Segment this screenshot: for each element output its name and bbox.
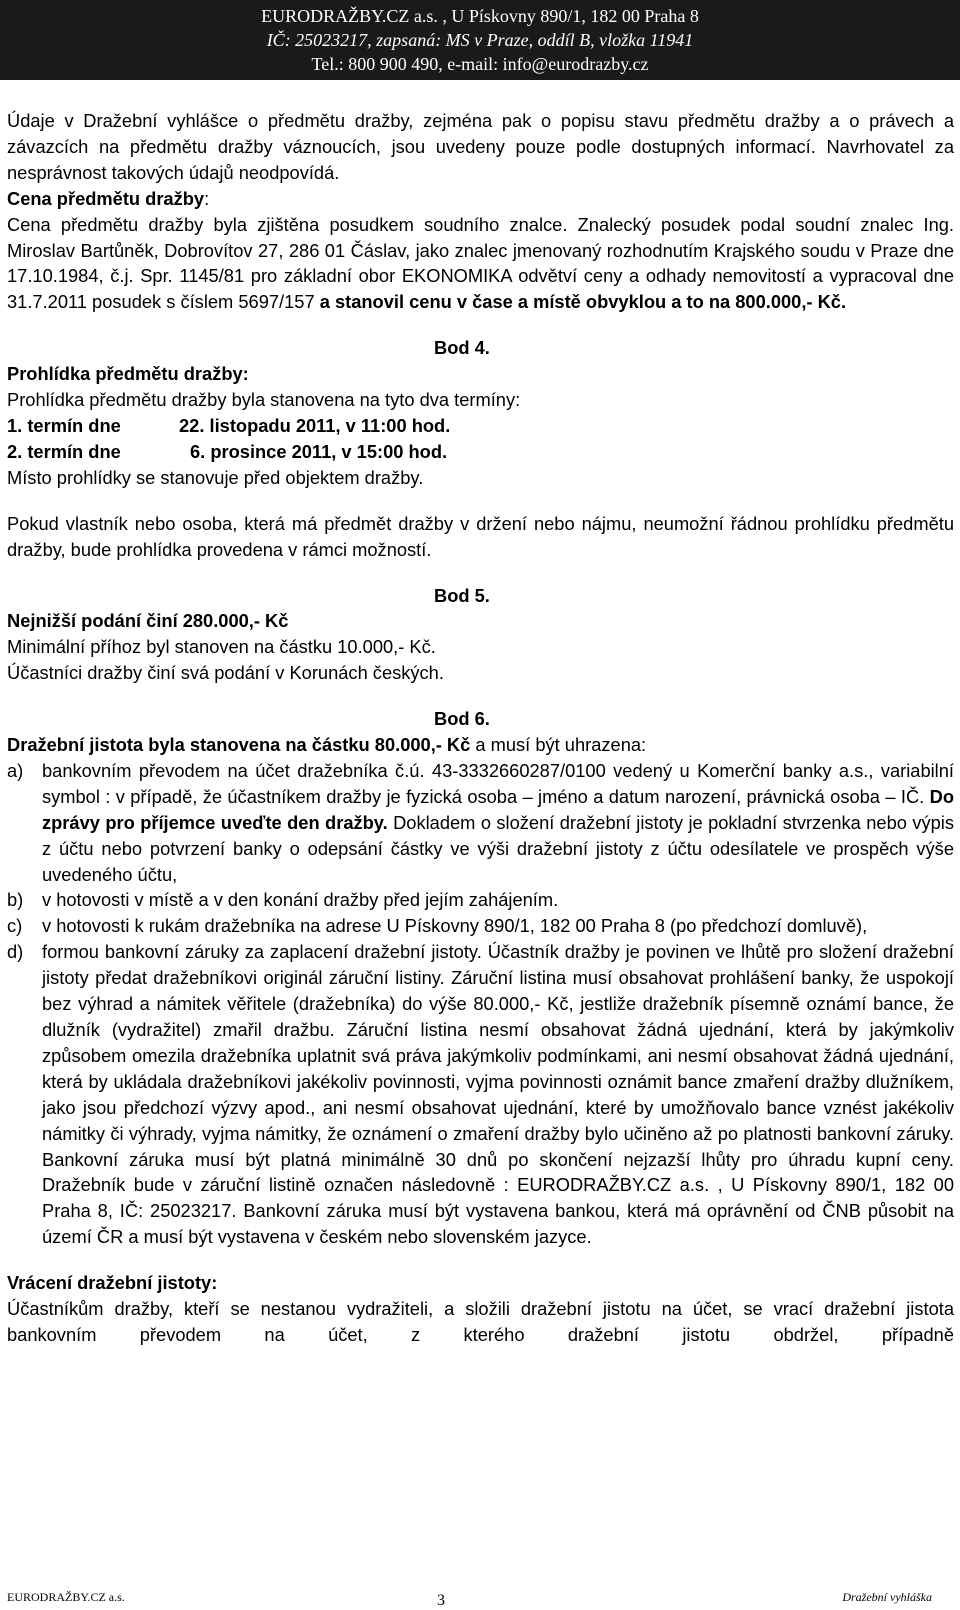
term-1 bbox=[7, 413, 954, 439]
term-2 bbox=[7, 439, 954, 465]
cena-text: Cena předmětu dražby byla zjištěna posudkem soudního znalce. Znalecký posudek podal soudní znalec Ing. Miroslav Bartůněk, Dobrovítov 27, 286 01 Čáslav, jako znalec jmenovaný rozhodnutím Krajského soudu v Praze dne 17.10.1984, č.j. Spr. 1145/81 pro základní obor EKONOMIKA odvětví ceny a odhady nemovitostí a vypracoval dne 31.7.2011 posudek s číslem 5697/157 bbox=[7, 213, 954, 313]
jistota-rest: a musí být uhrazena: bbox=[470, 734, 647, 756]
header-line-registration: IČ: 25023217, zapsaná: MS v Praze, oddíl B, vložka 11941 bbox=[266, 30, 694, 50]
list-marker-b: b) bbox=[7, 889, 24, 911]
term-2-label: 2. termín dne bbox=[7, 440, 121, 462]
list-item-c bbox=[7, 913, 954, 939]
bod6-title: Bod 6. bbox=[434, 708, 490, 730]
list-text-a-part1: bankovním převodem na účet dražebníka č.ú. 43-3332660287/0100 vedený u Komerční banky a.s., variabilní symbol : v případě, že účastníkem dražby je fyzická osoba – jméno a datum narození, právnická osoba – IČ. bbox=[42, 759, 954, 807]
cena-heading-colon: : bbox=[204, 187, 210, 209]
footer-document-title: Dražební vyhláška bbox=[842, 1590, 932, 1604]
list-item-b bbox=[7, 887, 954, 913]
list-text-c: v hotovosti k rukám dražebníka na adrese U Pískovny 890/1, 182 00 Praha 8 (po předchozí domluvě), bbox=[42, 915, 868, 937]
bod5-title: Bod 5. bbox=[434, 584, 490, 606]
term-2-value: 6. prosince 2011, v 15:00 hod. bbox=[190, 440, 448, 462]
vraceni-heading: Vrácení dražební jistoty: bbox=[7, 1272, 218, 1294]
prohlidka-place: Místo prohlídky se stanovuje před objektem dražby. bbox=[7, 466, 424, 488]
min-increment bbox=[7, 634, 954, 660]
min-increment-text: Minimální příhoz byl stanoven na částku bbox=[7, 636, 338, 658]
jistota-line bbox=[7, 732, 954, 758]
prohlidka-heading: Prohlídka předmětu dražby: bbox=[7, 363, 249, 385]
term-1-label: 1. termín dne bbox=[7, 414, 121, 436]
list-text-b: v hotovosti v místě a v den konání dražby před jejím zahájením. bbox=[42, 889, 559, 911]
cena-paragraph bbox=[7, 212, 954, 316]
prohlidka-note: Pokud vlastník nebo osoba, která má předmět dražby v držení nebo nájmu, neumožní řádnou prohlídku předmětu dražby, bude prohlídka provedena v rámci možností. bbox=[7, 512, 954, 560]
list-text-a-bold: Do zprávy pro příjemce uveďte den dražby. bbox=[42, 785, 954, 833]
list-marker-c: c) bbox=[7, 915, 23, 937]
list-item-a bbox=[7, 758, 954, 888]
page-footer bbox=[7, 1590, 954, 1609]
prohlidka-text: Prohlídka předmětu dražby byla stanovena na tyto dva termíny: bbox=[7, 389, 521, 411]
list-marker-d: d) bbox=[7, 941, 24, 963]
list-text-a-part2: Dokladem o složení dražební jistoty je pokladní stvrzenka nebo výpis z účtu nebo potvrzení banky o odepsání částky ve výši dražební jistoty z účtu odesílatele ve prospěch výše uvedeného účtu, bbox=[42, 811, 954, 885]
list-item-d bbox=[7, 939, 954, 1250]
header-line-contact: Tel.: 800 900 490, e-mail: info@eurodrazby.cz bbox=[311, 54, 649, 74]
min-increment-value: 10.000,- Kč. bbox=[337, 636, 436, 658]
page-header bbox=[0, 0, 960, 80]
cena-heading bbox=[7, 186, 954, 212]
document-body bbox=[7, 108, 954, 1348]
vraceni-text: Účastníkům dražby, kteří se nestanou vydražiteli, a složili dražební jistotu na účet, se vrací dražební jistota bankovním převodem na účet, z kterého dražební jistotu obdržel, případně bbox=[7, 1298, 954, 1345]
intro-paragraph: Údaje v Dražební vyhlášce o předmětu dražby, zejména pak o popisu stavu předmětu dražby a o právech a závazcích na předmětu dražby váznoucích, jsou uvedeny pouze podle dostupných informací. Navrhovatel za nesprávnost takových údajů neodpovídá. bbox=[7, 110, 954, 183]
cena-price: a stanovil cenu v čase a místě obvyklou a to na 800.000,- Kč. bbox=[319, 291, 847, 313]
list-marker-a: a) bbox=[7, 759, 24, 781]
list-text-a bbox=[42, 758, 954, 888]
header-line-company: EURODRAŽBY.CZ a.s. , U Pískovny 890/1, 182 00 Praha 8 bbox=[261, 6, 699, 26]
term-1-value: 22. listopadu 2011, v 11:00 hod. bbox=[179, 414, 451, 436]
currency-note: Účastníci dražby činí svá podání v Korunách českých. bbox=[7, 662, 444, 684]
list-text-d: formou bankovní záruky za zaplacení dražební jistoty. Účastník dražby je povinen ve lhůtě pro složení dražební jistoty předat dražebníkovi originál záruční listiny. Záruční listina musí obsahovat prohlášení banky, že uspokojí bez výhrad a námitek věřitele (dražebníka) do výše 80.000,- Kč, jestliže dražebník písemně oznámí bance, že dlužník (vydražitel) zmařil dražbu. Záruční listina nesmí obsahovat žádná ujednání, která by jakýmkoliv způsobem omezila dražebníka uplatnit svá práva jakýmkoliv podmínkami, ani nesmí obsahovat žádná ujednání, která by ukládala dražebníkovi jakékoliv povinnosti, vyjma povinnosti oznámit bance zmaření dražby dlužníkem, jako jsou předchozí výzvy apod., ani nesmí obsahovat ujednání, které by umožňovalo bance vznést jakékoliv námitky či výhrady, vyjma námitky, že oznámení o zmaření dražby bylo učiněno až po platnosti bankovní záruky. Bankovní záruka musí být platná minimálně 30 dnů po skončení nejzazší lhůty pro úhradu kupní ceny. Dražebník bude v záruční listině označen následovně : EURODRAŽBY.CZ a.s. , U Pískovny 890/1, 182 00 Praha 8, IČ: 25023217. Bankovní záruka musí být vystavena bankou, která má oprávnění od ČNB působit na území ČR a musí být vystavena v českém nebo slovenském jazyce. bbox=[42, 941, 954, 1248]
min-bid: Nejnižší podání činí 280.000,- Kč bbox=[7, 610, 289, 632]
cena-heading-text: Cena předmětu dražby bbox=[7, 187, 205, 209]
footer-company: EURODRAŽBY.CZ a.s. bbox=[7, 1590, 125, 1604]
bod4-title: Bod 4. bbox=[434, 337, 490, 359]
jistota-amount: Dražební jistota byla stanovena na částku 80.000,- Kč bbox=[7, 734, 471, 756]
page-number: 3 bbox=[437, 1592, 445, 1609]
